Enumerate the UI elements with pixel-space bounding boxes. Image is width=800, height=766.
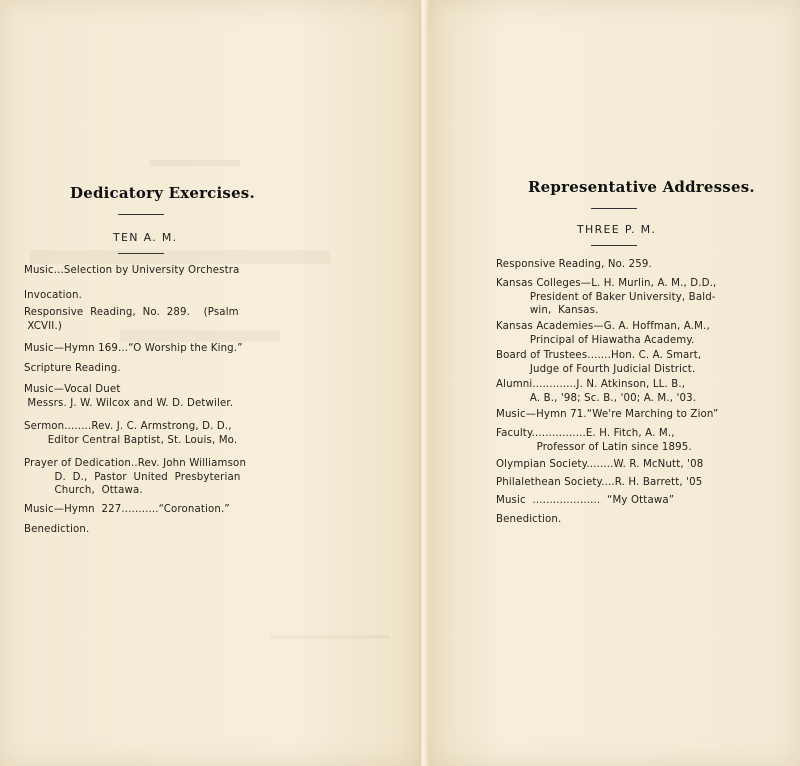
- program-item: Kansas Colleges—L. H. Murlin, A. M., D.D., President of Baker University, Bald- win, Kansas.: [496, 278, 717, 316]
- page-fold: [419, 0, 429, 766]
- program-item: Faculty................E. H. Fitch, A. M., Professor of Latin since 1895.: [496, 428, 692, 453]
- program-item: Board of Trustees.......Hon. C. A. Smart, Judge of Fourth Judicial District.: [496, 350, 702, 375]
- program-item: Music—Hymn 71.“We're Marching to Zion”: [496, 409, 719, 420]
- program-item: Benediction.: [496, 514, 562, 525]
- bleed-through-mark: [270, 615, 390, 639]
- bleed-through-mark: [150, 140, 240, 166]
- program-item: Prayer of Dedication..Rev. John Williamson D. D., Pastor United Presbyterian Church, Ottawa.: [24, 458, 247, 496]
- program-item: Music—Hymn 169...“O Worship the King.”: [24, 343, 243, 354]
- program-item: Olympian Society........W. R. McNutt, '08: [496, 459, 704, 470]
- program-item: Invocation.: [24, 290, 82, 301]
- right-time-rule: [591, 245, 637, 246]
- program-item: Alumni.............J. N. Atkinson, LL. B., A. B., '98; Sc. B., '00; A. M., '03.: [496, 379, 697, 404]
- right-page-title: Representative Addresses.: [528, 178, 755, 196]
- program-item: Philalethean Society....R. H. Barrett, '05: [496, 477, 703, 488]
- left-time-heading: TEN A. M.: [113, 231, 178, 244]
- program-item: Kansas Academies—G. A. Hoffman, A.M., Principal of Hiawatha Academy.: [496, 321, 710, 346]
- program-item: Music—Hymn 227...........“Coronation.”: [24, 504, 230, 515]
- bleed-through-mark: [30, 220, 330, 264]
- right-title-rule: [591, 208, 637, 209]
- program-item: Music...Selection by University Orchestra: [24, 265, 240, 276]
- program-item: Responsive Reading, No. 259.: [496, 259, 652, 270]
- program-item: Music .................... “My Ottawa”: [496, 495, 675, 506]
- left-time-rule: [118, 253, 164, 254]
- program-item: Music—Vocal Duet Messrs. J. W. Wilcox and W. D. Detwiler.: [24, 384, 234, 409]
- program-item: Scripture Reading.: [24, 363, 121, 374]
- program-item: Responsive Reading, No. 289. (Psalm XCVII.): [24, 307, 239, 332]
- left-page-title: Dedicatory Exercises.: [70, 184, 255, 202]
- right-time-heading: THREE P. M.: [577, 223, 657, 236]
- program-item: Sermon........Rev. J. C. Armstrong, D. D., Editor Central Baptist, St. Louis, Mo.: [24, 421, 238, 446]
- program-item: Benediction.: [24, 524, 90, 535]
- left-title-rule: [118, 214, 164, 215]
